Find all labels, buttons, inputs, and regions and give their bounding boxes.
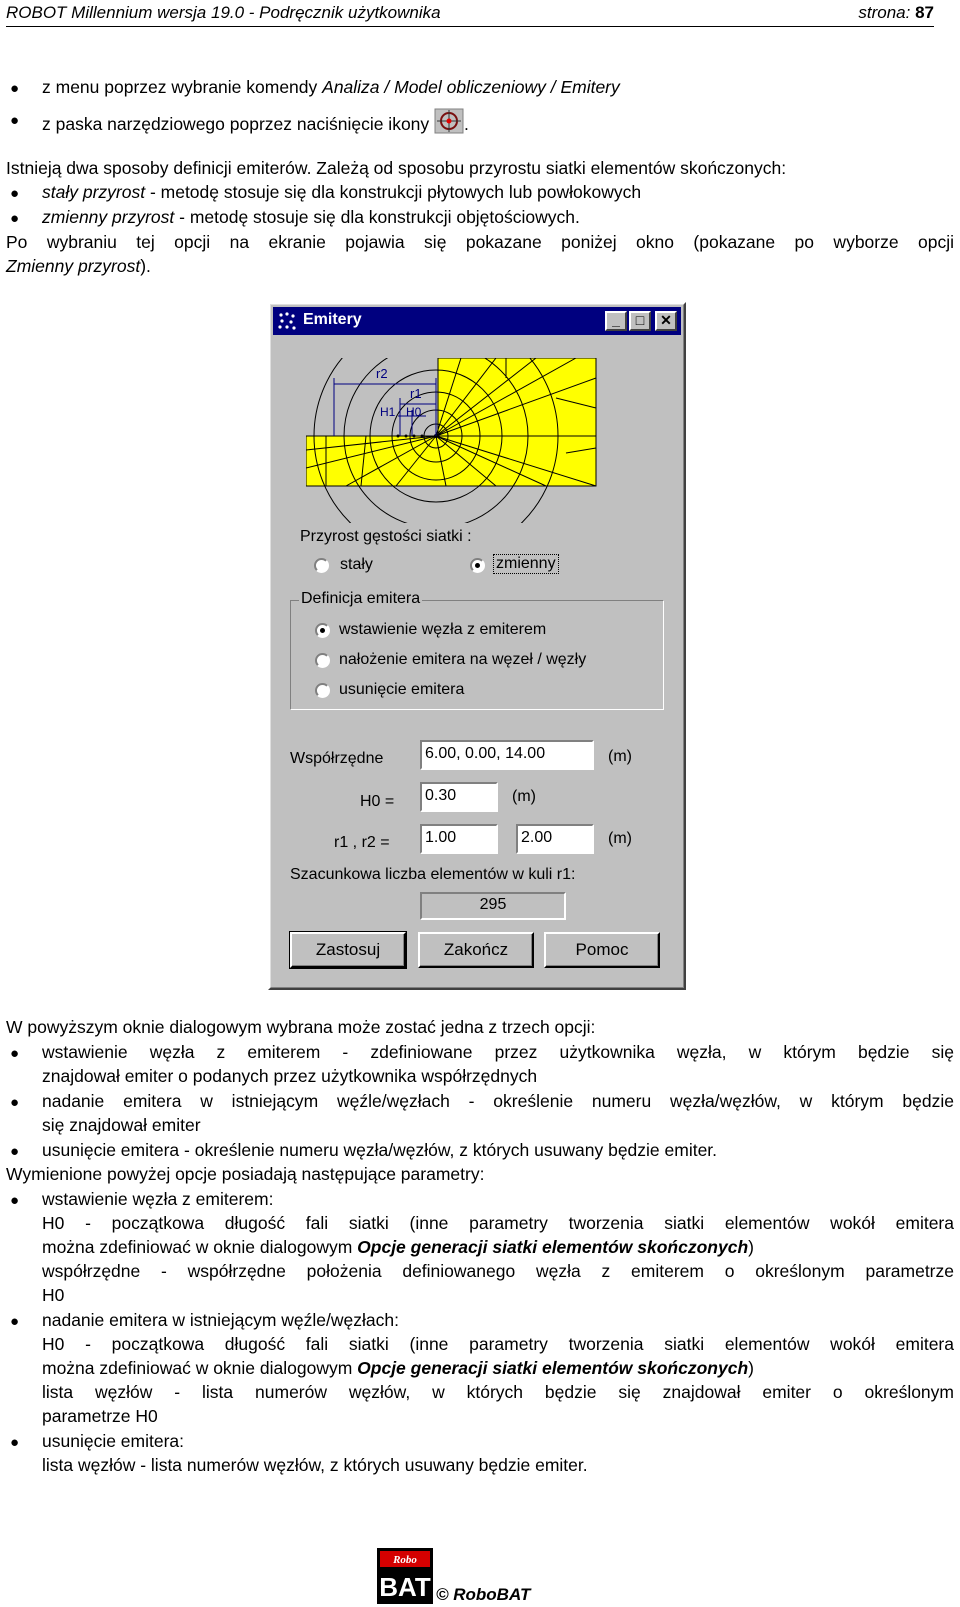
minimize-button[interactable]: _ [605,311,627,331]
emitter-toolbar-icon [434,108,464,134]
bullet: ● [10,210,20,227]
close-button[interactable]: ✕ [655,311,677,331]
s3-line-a: lista węzłów - lista numerów węzłów, z których usuwany będzie emiter. [42,1455,588,1475]
radio-apply-emitter-label[interactable]: nałożenie emitera na węzeł / węzły [339,651,587,668]
h0-label: H0 = [360,793,395,810]
bullet: ● [10,185,20,202]
intro-para: Istnieją dwa sposoby definicji emiterów. Zależą od sposobu przyrostu siatki elementów skończonych: [6,158,787,178]
body-para: W powyższym oknie dialogowym wybrana może zostać jedna z trzech opcji: [6,1017,596,1037]
radio-fixed-label[interactable]: stały [340,556,373,573]
header-title: ROBOT Millennium wersja 19.0 - Podręcznik użytkownika [6,3,441,22]
param-section-2: nadanie emitera w istniejącym węźle/węzłach: [42,1310,399,1330]
emitter-mesh-diagram [306,358,616,523]
emitter-definition-group [290,590,664,710]
s2-line-b: można zdefiniować w oknie dialogowym Opcje generacji siatki elementów skończonych) [42,1358,754,1378]
bullet: ● [10,80,20,97]
estimate-value: 295 [420,892,566,920]
option1-line1: wstawienie węzła z emiterem - zdefiniowane przez użytkownika węzła, w którym będzie się [42,1042,954,1062]
apply-button[interactable]: Zastosuj [290,932,406,968]
radio-delete-emitter-label[interactable]: usunięcie emitera [339,681,465,698]
unit-label: (m) [512,788,536,805]
dialog-titlebar[interactable] [273,307,681,335]
h0-input[interactable]: 0.30 [420,782,498,812]
radio-variable[interactable] [470,558,485,573]
unit-label: (m) [608,748,632,765]
bullet: ● [10,112,20,129]
option2-line2: się znajdował emiter [42,1115,201,1135]
s2-line-c: lista węzłów - lista numerów węzłów, w których będzie się znajdował emiter o określonym [42,1382,954,1402]
radio-insert-node[interactable] [315,623,330,638]
density-label: Przyrost gęstości siatki : [300,528,472,545]
r2-input[interactable]: 2.00 [516,824,594,854]
finish-button[interactable]: Zakończ [418,932,534,968]
bullet: ● [10,1143,20,1160]
bullet: ● [10,1094,20,1111]
intro-bullet-variable: zmienny przyrost - metodę stosuje się dla konstrukcji objętościowych. [42,207,580,227]
coords-input[interactable]: 6.00, 0.00, 14.00 [420,740,594,770]
page-header [6,0,934,27]
intro-bullet-toolbar: z paska narzędziowego poprzez naciśnięcie ikony . [42,108,469,136]
copyright: © RoboBAT [436,1585,531,1604]
s1-line-a: H0 - początkowa długość fali siatki (inne parametry tworzenia siatki elementów wokół emitera [42,1213,954,1233]
s1-line-c: współrzędne - współrzędne położenia definiowanego węzła z emiterem o określonym parametrze [42,1261,954,1281]
bullet: ● [10,1434,20,1451]
s2-line-d: parametrze H0 [42,1406,158,1426]
option3: usunięcie emitera - określenie numeru węzła/węzłów, z których usuwany będzie emiter. [42,1140,718,1160]
maximize-button[interactable]: □ [629,311,651,331]
coords-label: Współrzędne [290,750,384,767]
radio-delete-emitter[interactable] [315,683,330,698]
group-label: Definicja emitera [301,590,421,607]
label-r1: r1 [410,386,422,401]
radio-insert-node-label[interactable]: wstawienie węzła z emiterem [339,621,547,638]
s1-line-d: H0 [42,1285,65,1305]
radio-apply-emitter[interactable] [315,653,330,668]
param-section-3: usunięcie emitera: [42,1431,185,1451]
r1-input[interactable]: 1.00 [420,824,498,854]
r-label: r1 , r2 = [334,834,390,851]
label-h0: H0 [406,405,422,419]
page-number: strona: 87 [858,3,934,22]
option1-line2: znajdował emiter o podanych przez użytkownika współrzędnych [42,1066,538,1086]
emitters-dialog [268,302,686,990]
robobat-logo [377,1548,433,1604]
intro-bullet-menu: z menu poprzez wybranie komendy Analiza / Model obliczeniowy / Emitery [42,77,620,97]
svg-text:Robo: Robo [393,1554,417,1566]
label-r2: r2 [376,366,388,381]
bullet: ● [10,1313,20,1330]
dialog-app-icon [277,311,297,331]
intro-bullet-fixed: stały przyrost - metodę stosuje się dla konstrukcji płytowych lub powłokowych [42,182,642,202]
s1-line-b: można zdefiniować w oknie dialogowym Opcje generacji siatki elementów skończonych) [42,1237,754,1257]
bullet: ● [10,1045,20,1062]
params-para: Wymienione powyżej opcje posiadają następujące parametry: [6,1164,485,1184]
param-section-1: wstawienie węzła z emiterem: [42,1189,274,1209]
label-h1: H1 [380,405,396,419]
option2-line1: nadanie emitera w istniejącym węźle/węzłach - określenie numeru węzła/węzłów, w którym będzie [42,1091,954,1111]
s2-line-a: H0 - początkowa długość fali siatki (inne parametry tworzenia siatki elementów wokół emitera [42,1334,954,1354]
bullet: ● [10,1192,20,1209]
intro-para2-line1: Po wybraniu tej opcji na ekranie pojawia się pokazane poniżej okno (pokazane po wyborze opcji [6,232,954,252]
radio-fixed[interactable] [314,558,329,573]
help-button[interactable]: Pomoc [544,932,660,968]
svg-text:BAT: BAT [379,1572,431,1602]
radio-variable-label[interactable]: zmienny [496,555,556,572]
estimate-label: Szacunkowa liczba elementów w kuli r1: [290,866,576,883]
dialog-title: Emitery [303,311,362,328]
unit-label: (m) [608,830,632,847]
intro-para2-line2: Zmienny przyrost). [6,256,151,276]
